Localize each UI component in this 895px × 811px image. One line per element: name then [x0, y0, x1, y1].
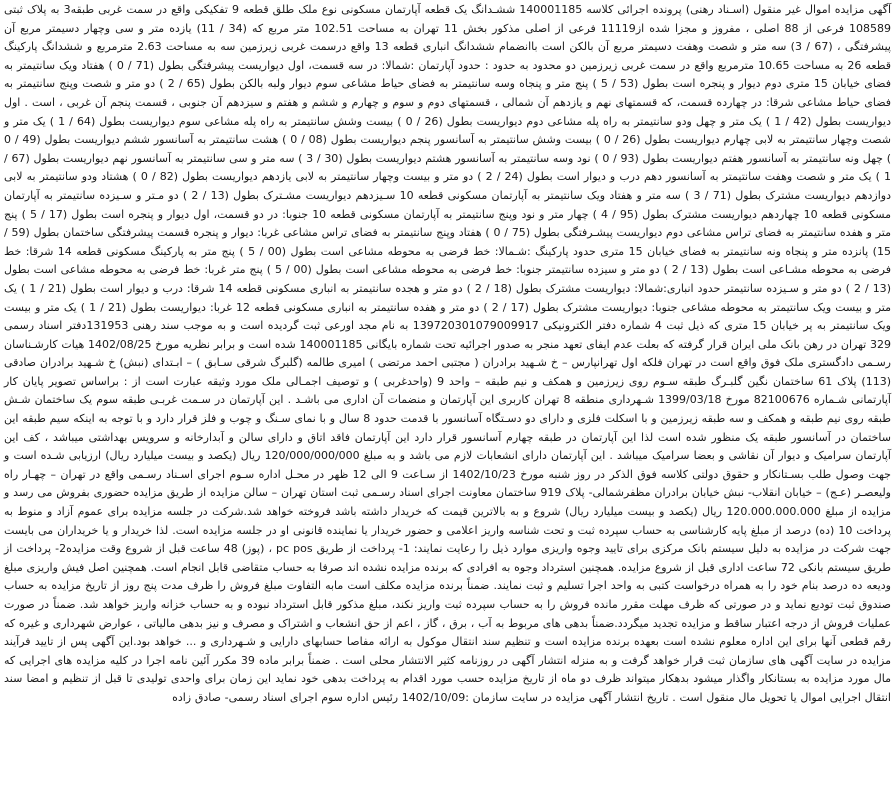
auction-notice-text: آگهی مزایده اموال غیر منقول (اسـناد رهنی) پرونده اجرائی کلاسه 140001185 ششـدانگ یک قطعه آپارتمان مسکونی نوع ملک طلق قطعه 9 تفکیکی واقع در سمت غربی طبقه3 به پلاک ثبتی 108589 فرعی از 88 اصلی ، مفروز و مجزا شده از11119 فرعی از اصلی مذکور بخش 11 تهران به مساحت 102.51 متر مربع که (34 / 11) یازده متر و سی وچهار دسیمتر مربع آن پیشرفتگی ، (67 / 3) سه متر و شصت وهفت دسیمتر مربع آن بالکن است باانضمام ششدانگ انباری قطعه 13 واقع درسمت غربی زیرزمین سه به مساحت 2.63 مترمربع و ششدانگ پارکینگ قطعه 26 به مساحت 10.65 مترمربع واقع در سمت غربی زیرزمین دو محدود به حدود : حدود آپارتمان :شمالا: در سه قسمت، اول دیواریست پیشرفتگی بطول (71 / 0 ) هفتاد ویک سانتیمتر به فضای خیابان 15 متری دوم دیوار و پنجره است بطول (53 / 5 ) پنج متر و پنجاه وسه سانتیمتر به فضای حیاط مشاعی سوم دیوار ولبه بالکن بطول (65 / 2 ) دو متر و شصت وپنج سانتیمتر به فضای حیاط مشاعی شرقا: در چهارده قسمت، که قسمتهای نهم و یازدهم آن شمالی ، قسمتهای دوم و سوم و چهارم و ششم و هفتم و سیزدهم آن جنوبی ، قسمت پنجم آن غربی ، است . اول دیواریست بطول (42 / 1 ) یک متر و چهل ودو سانتیمتر به راه پله مشاعی دوم دیواریست بطول (26 / 0 ) بیست وشش سانتیمتر به راه پله مشاعی سوم دیواریست بطول (64 / 1 ) یک متر و شصت وچهار سانتیمتر به لابی چهارم دیواریست بطول (26 / 0 ) بیست وشش سانتیمتر به آسانسور پنجم دیواریست بطول (08 / 0 ) هشت سانتیمتر به آسانسور ششم دیواریست بطول (49 / 0 ) چهل ونه سانتیمتر به آسانسور هفتم دیواریست بطول (93 / 0 ) نود وسه سانتیمتر به آسانسور هشتم دیواریست بطول (30 / 3 ) سه متر و سی سانتیمتر به آسانسور نهم دیواریست بطول (67 / 1 ) یک متر و شصت وهفت سانتیمتر به آسانسور دهم درب و دیوار است بطول (24 / 2 ) دو متر و بیست وچهار سانتیمتر به لابی یازدهم دیواریست بطول (82 / 0 ) هشتاد ودو سانتیمتر به لابی دوازدهم دیواریست مشترک بطول (71 / 3 ) سه متر و هفتاد ویک سانتیمتر به آپارتمان مسکونی قطعه 10 سـیزدهم دیواریست مشـترک بطول (13 / 2 ) دو مـتر و سـیزده سانتیمتر به آپارتمان مسکونی قطعه 10 چهاردهم دیواریست مشترک بطول (95 / 4 ) چهار متر و نود وپنج سانتیمتر به آپارتمان مسکونی قطعه 10 جنوبا: در دو قسمت، اول دیوار و پنجره است بطول (17 / 5 ) پنج متر و هفده سانتیمتر به فضای تراس مشاعی دوم دیواریست پیشـرفتگی بطول (75 / 0 ) هفتاد وپنج سانتیمتر به فضای تراس مشاعی غربا: دیوار و پنجره قسمت پیشرفتگی ساختمان بطول (59 / 15) پانزده متر و پنجاه ونه سانتیمتر به فضای خیابان 15 متری حدود پارکینگ :شـمالا: خط فرضی به محوطه مشاعی است بطول (00 / 5 ) پنج متر به پارکینگ مسکونی قطعه 14 شرقا: خط فرضی به محوطه مشـاعی است بطول (13 / 2 ) دو متر و سیزده سانتیمتر جنوبا: خط فرضی به محوطه مشاعی است بطول (00 / 5 ) پنج متر غربا: خط فرضی به محوطه مشاعی است بطول (13 / 2 ) دو متر و سـیزده سانتیمتر حدود انباری:شمالا: دیواریست مشترک بطول (18 / 2 ) دو متر و هجده سانتیمتر به انباری مسکونی قطعه 14 شرقا: درب و دیوار است بطول (21 / 1 ) یک متر و بیست ویک سانتیمتر به محوطه مشاعی جنوبا: دیواریست مشترک بطول (17 / 2 ) دو متر و هفده سانتیمتر به انباری مسکونی قطعه 12 غربا: دیواریست بطول (21 / 1 ) یک متر و بیست ویک سانتیمتر به پر خیابان 15 متری که ذیل ثبت 4 شماره دفتر الکترونیکی 139720301079009917 به نام مجد اورعی ثبت گردیده است و به موجب سند رهنی 131953دفتر اسناد رسمی 329 تهران در رهن بانک ملی ایران قرار گرفته که بعلت عدم ایفای تعهد منجر به صدور اجرائیه تحت شماره بایگانی 140001185 شده است و برابر نظریه مورخ 1402/08/25 هیات کارشـناسان رسـمی دادگستری ملک فوق واقع است در تهران فلکه اول تهرانپارس – خ شـهید برادران ( مجتبی احمد مرتضی ) امیری طالمه (گلبرگ شرقی سـابق ) – ابـتدای (نبش) خ شـهید برادران صادقی (113) پلاک 61 ساختمان نگین گلبـرگ طبقه سـوم روی زیرزمین و همکف و نیم طبقه – واحد 9 (واحدغربی ) و توصیف اجمـالی ملک مورد وثیقه عبارت است از : براساس تصویر پایان کار آپارتمانی شـماره 82100676 مورخ 1399/03/18 شـهرداری منطقه 8 تهران کاربری این آپارتمان و منضمات آن اداری می باشـد . این آپارتمان در سـمت غربـی طبقه سوم یک ساختمان شـش طبقه روی نیم طبقه و همکف و سه طبقه زیرزمین و با اسکلت فلزی و دارای دو دسـتگاه آسانسور با قدمت حدود 8 سال و با نمای سـنگ و چوب و فلز قرار دارد و با توجه به اینکه سیم طبقه این ساختمان در آسانسور طبقه یک منظور شده است لذا این آپارتمان در طبقه چهارم آسانسور قرار دارد این آپارتمان فاقد اتاق و دارای سالن و آبدارخانه و سرویس بهداشتی میباشد ، کف این آپارتمان سرامیک و دیوار آن نقاشی و بعضا سرامیک میباشد . این آپارتمان دارای انشعابات لازم می باشد و به مبلغ 120/000/000/000 ریال (یکصد و بیست میلیارد ریال) ارزیابی شـده است و جهت وصول طلب بسـتانکار و حقوق دولتی کلاسه فوق الذکر در روز شنبه مورخ 1402/10/23 از سـاعت 9 الی 12 ظهر در محـل اداره سـوم اجرای اسـناد رسـمی واقع در تهران – چهـار راه ولیعصـر (عـج) – خیابان انقلاب- نبش خیابان برادران مظفرشمالی- پلاک 919 ساختمان معاونت اجرای اسناد رسـمی ثبت استان تهران – سالن مزایده از طریق مزایده حضوری بفروش می رسد و مزایده از مبلغ 120.000.000.000 ریال (یکصد و بیست میلیارد ریال) شروع و به بالاترین قیمت که خریدار داشته باشد فروخته خواهد شد.شرکت در جلسه مزایده برای عموم آزاد و منوط به پرداخت 10 (ده) درصد از مبلغ پایه کارشناسی به حساب سپرده ثبت و تحت شناسه واریز اعلامی و حضور خریدار یا نماینده قانونی او در جلسه مزایده است. لذا خریدار و یا خریداران می بایست جهت شرکت در مزایده به دلیل سیستم بانک مرکزی برای تایید وجوه واریزی موارد ذیل را رعایت نمایند: 1- پرداخت از طریق pc pos ، (پوز) 48 ساعت قبل از شروع وقت مزایده2- پرداخت از طریق سیستم بانکی 72 ساعت اداری قبل از شروع مزایده. همچنین استرداد وجوه به افرادی که برنده مزایده نشده اند صرفا به حساب متقاضی قابل انجام است. همچنین اصل فیش واریزی مبلغ ودیعه ده درصد بنام خود را به همراه درخواست کتبی به واحد اجرا تسلیم و ثبت نمایند. ضمناً برنده مزایده مکلف است مابه التفاوت مبلغ فروش را ظرف مدت پنج روز از تاریخ مزایده به حساب صندوق ثبت تودیع نماید و در صورتی که ظرف مهلت مقرر مانده فروش را به حساب سپرده ثبت واریز نکند، مبلغ مذکور قابل استرداد نبوده و به حساب خزانه واریز خواهد شد. ضمناً در صورت عملیات فروش از درجه اعتبار ساقط و مزایده تجدید میگردد.ضمناً بدهی های مربوط به آب ، برق ، گاز ، اعم از حق انشعاب و اشتراک و مصرف و نیز بدهی مالیاتی ، عوارض شهرداری و غیره که رقم قطعی آنها برای این اداره معلوم نشده است بعهده برنده مزایده است و تنظیم سند انتقال موکول به ارائه مفاصا حسابهای دارایی و شـهرداری و ... خواهد بود.این آگهی پس از تایید فرآیند مزایده در سایت آگهی های سازمان ثبت قرار خواهد گرفت و به منزله انتشار آگهی در روزنامه کثیر الانتشار محلی است . ضمناً برابر ماده 39 مکرر آئین نامه اجرا در کلیه مزایده های اجرایی که مال مورد مزایده به بستانکار واگذار میشود بدهکار میتواند ظرف دو ماه از تاریخ مزایده حسب مورد اقدام به پرداخت بدهی خود نماید این زمان برای واحدی تولیدی تا قبل از تنظیم و امضا سند انتقال اجرایی اموال یا تحویل مال منقول است . تاریخ انتشار آگهی مزایده در سایت سازمان :1402/10/09 رئیس اداره سوم اجرای اسناد رسمی- صادق زاده: [4, 3, 892, 704]
